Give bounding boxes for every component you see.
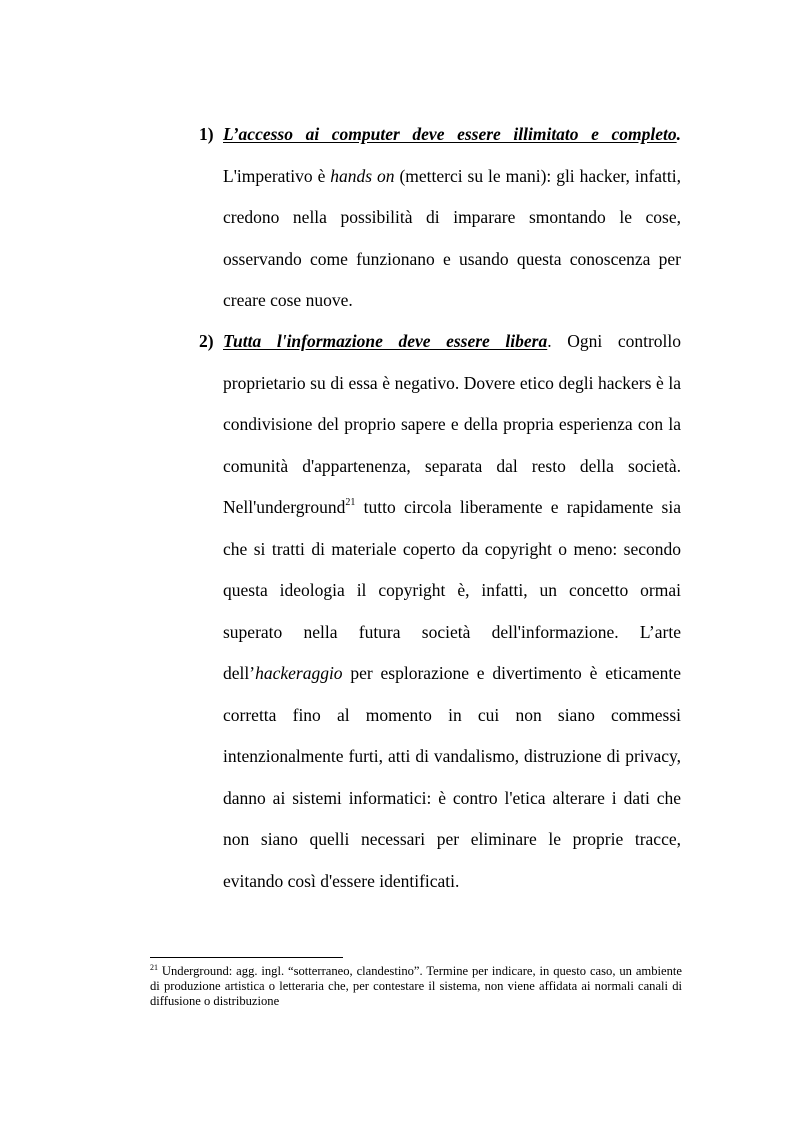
list-item-1 [199, 114, 681, 322]
footnote-reference: 21 [345, 497, 356, 508]
italic-term: hackeraggio [255, 663, 343, 683]
body-text-segment: (metterci su le mani): gli hacker, infatti, credono nella possibilità di imparare smontando le cose, osservando come funzionano e usando questa conoscenza per creare cose nuove. [223, 165, 682, 310]
heading-line [223, 114, 681, 156]
list-marker: 1) [199, 124, 214, 144]
footnote-number: 21 [150, 963, 158, 972]
italic-term: hands on [330, 165, 395, 186]
item-heading: Tutta l'informazione deve essere libera [223, 331, 548, 351]
body-text-segment: L'imperativo è [223, 165, 331, 186]
list-item-body [223, 114, 681, 322]
footnote-separator [150, 957, 343, 958]
list-item-2 [199, 321, 681, 902]
footnote-text: Underground: agg. ingl. “sotterraneo, clandestino”. Termine per indicare, in questo caso, un ambiente di produzione artistica o letteraria che, per contestare il sistema, non viene affidata ai normali canali di diffusione o distribuzione [150, 964, 682, 1008]
body-text-segment: per esplorazione e divertimento è eticamente corretta fino al momento in cui non siano commessi intenzionalmente furti, atti di vandalismo, distruzione di privacy, danno ai sistemi informatici: è contro l'etica alterare i dati che non siano quelli necessari per eliminare le proprie tracce, evitando così d'essere identificati. [223, 663, 681, 891]
item-heading: L’accesso ai computer deve essere illimitato e completo [223, 124, 677, 144]
list-item-body [223, 321, 681, 902]
body-text-segment: . Ogni controllo proprietario su di essa è negativo. Dovere etico degli hackers è la condivisione del proprio sapere e della propria esperienza con la comunità d'appartenenza, separata dal resto della società. Nell'underground [223, 331, 681, 517]
body-text-segment: tutto circola liberamente e rapidamente sia che si tratti di materiale coperto da copyright o meno: secondo questa ideologia il copyright è, infatti, un concetto ormai superato nella futura società dell'informazione. L’arte dell’ [223, 497, 681, 683]
footnote [150, 964, 682, 1009]
list-marker: 2) [199, 331, 214, 351]
heading-punctuation: . [676, 124, 681, 144]
